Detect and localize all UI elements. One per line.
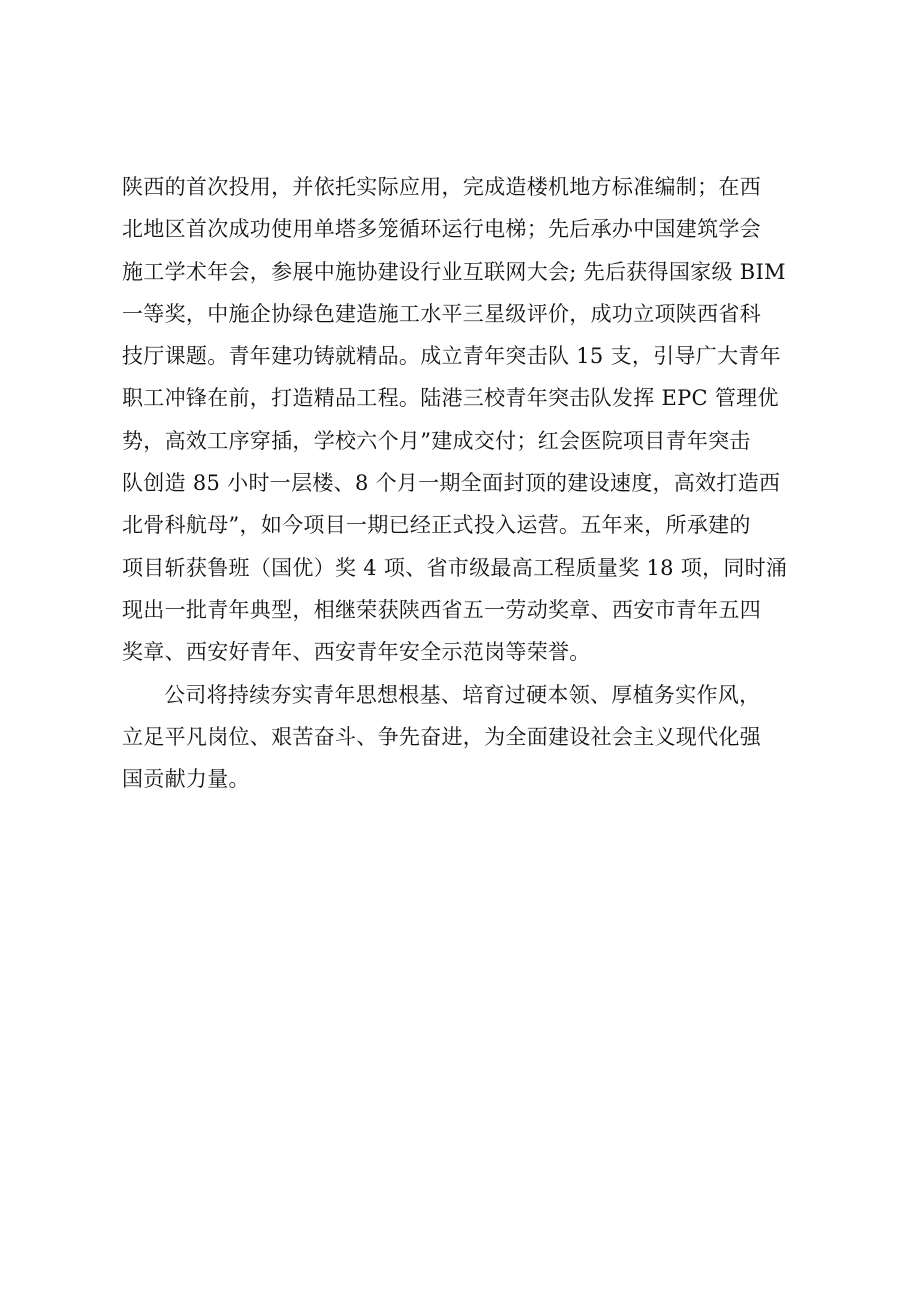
document-body bbox=[122, 166, 822, 800]
text-line: 北地区首次成功使用单塔多笼循环运行电梯；先后承办中国建筑学会 bbox=[122, 217, 761, 242]
paragraph-conclusion bbox=[122, 674, 822, 801]
text-line: 技厅课题。青年建功铸就精品。成立青年突击队 15 支，引导广大青年 bbox=[122, 344, 781, 369]
text-line: 国贡献力量。 bbox=[122, 767, 250, 792]
text-line: 奖章、西安好青年、西安青年安全示范岗等荣誉。 bbox=[122, 640, 591, 665]
text-line: 施工学术年会，参展中施协建设行业互联网大会; 先后获得国家级 BIM bbox=[122, 259, 786, 284]
text-line-indented: 公司将持续夯实青年思想根基、培育过硬本领、厚植务实作风， bbox=[164, 682, 761, 707]
text-line: 陕西的首次投用，并依托实际应用，完成造楼机地方标准编制；在西 bbox=[122, 175, 761, 199]
text-line: 立足平凡岗位、艰苦奋斗、争先奋进，为全面建设社会主义现代化强 bbox=[122, 724, 761, 749]
text-line: 势，高效工序穿插，学校六个月”建成交付；红会医院项目青年突击 bbox=[122, 428, 751, 453]
text-line: 北骨科航母”，如今项目一期已经正式投入运营。五年来，所承建的 bbox=[122, 513, 751, 538]
text-line: 项目斩获鲁班（国优）奖 4 项、省市级最高工程质量奖 18 项，同时涌 bbox=[122, 555, 788, 580]
text-line: 职工冲锋在前，打造精品工程。陆港三校青年突击队发挥 EPC 管理优 bbox=[122, 386, 779, 411]
paragraph-achievements bbox=[122, 166, 822, 674]
text-line: 队创造 85 小时一层楼、8 个月一期全面封顶的建设速度，高效打造西 bbox=[122, 471, 781, 496]
text-line: 现出一批青年典型，相继荣获陕西省五一劳动奖章、西安市青年五四 bbox=[122, 597, 761, 622]
text-line: 一等奖，中施企协绿色建造施工水平三星级评价，成功立项陕西省科 bbox=[122, 301, 761, 326]
